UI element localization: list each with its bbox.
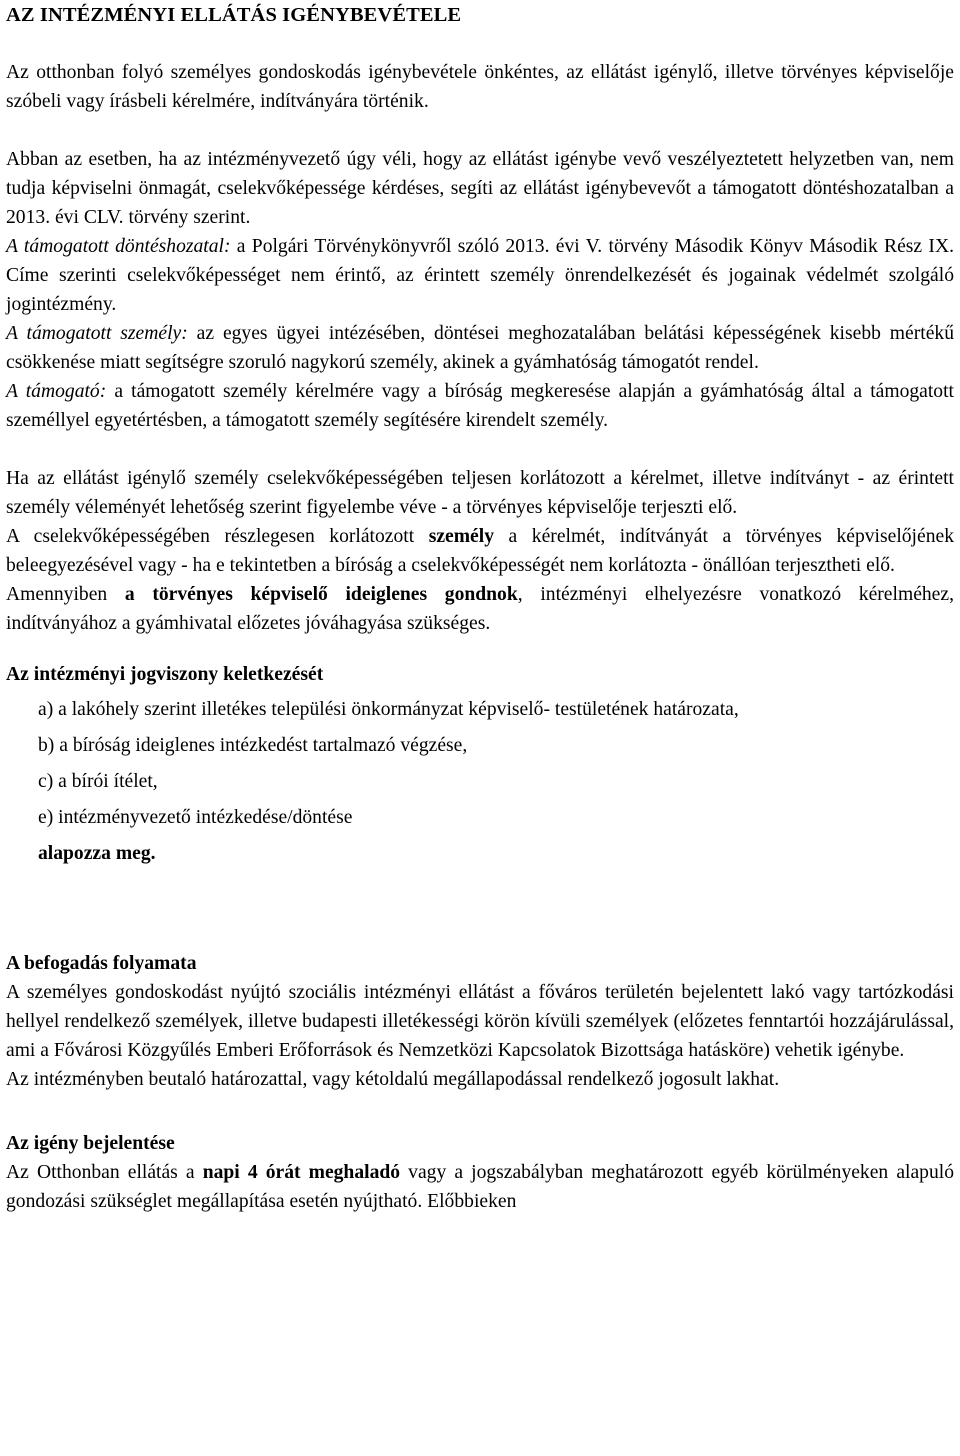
list-item: a) a lakóhely szerint illetékes települési önkormányzat képviselő- testületének határozata, <box>38 699 739 720</box>
spacer <box>6 638 954 660</box>
list-closing: alapozza meg. <box>38 843 156 864</box>
section-heading-befogadas: A befogadás folyamata <box>6 953 197 974</box>
spacer <box>6 872 954 949</box>
list-item: c) a bírói ítélet, <box>38 771 158 792</box>
definition-term: A támogatott döntéshozatal: <box>6 236 231 257</box>
text-run: A cselekvőképességében részlegesen korlátozott <box>6 526 429 547</box>
befogadas-paragraph-2: Az intézményben beutaló határozattal, vagy kétoldalú megállapodással rendelkező jogosult lakhat. <box>6 1069 780 1090</box>
spacer <box>6 116 954 145</box>
definition-supporter <box>6 377 954 435</box>
bold-text: napi 4 órát meghaladó <box>202 1162 401 1183</box>
page-title: AZ INTÉZMÉNYI ELLÁTÁS IGÉNYBEVÉTELE <box>6 4 462 26</box>
list-item: b) a bíróság ideiglenes intézkedést tartalmazó végzése, <box>38 735 468 756</box>
definition-text: az egyes ügyei intézésében, döntései meghozatalában belátási képességének kisebb mértékű csökkenése miatt segítségre szoruló nagykorú személy, akinek a gyámhatóság támogatót rendel. <box>6 323 954 373</box>
igeny-paragraph <box>6 1158 954 1216</box>
section-heading-igeny: Az igény bejelentése <box>6 1133 175 1154</box>
text-run: vagy a jogszabályban meghatározott egyéb körülményeken alapuló gondozási szükséglet megállapítása esetén nyújtható. Előbbieken <box>6 1162 954 1212</box>
bold-text: a törvényes képviselő ideiglenes gondnok <box>124 584 518 605</box>
partially-restricted-paragraph <box>6 522 954 580</box>
text-run: Amennyiben <box>6 584 125 605</box>
text-run: a kérelmét, indítványát a törvényes képviselőjének beleegyezésével vagy - ha e tekintetben a bíróság a cselekvőképességét nem korlátozta - önállóan terjesztheti elő. <box>6 526 954 576</box>
bold-text: személy <box>428 526 494 547</box>
list-item: e) intézményvezető intézkedése/döntése <box>38 807 353 828</box>
spacer <box>6 1094 954 1129</box>
definition-text: a Polgári Törvénykönyvről szóló 2013. évi V. törvény Második Könyv Második Rész IX. Címe szerinti cselekvőképességet nem érintő, az érintett személy önrendelkezését és jogainak védelmét szolgáló jogintézmény. <box>6 236 954 315</box>
decision-support-paragraph: Abban az esetben, ha az intézményvezető úgy véli, hogy az ellátást igénybe vevő veszélyeztetett helyzetben van, nem tudja képviselni önmagát, cselekvőképessége kérdéses, segíti az ellátást igénybevevőt a támogatott döntéshozatalban a 2013. évi CLV. törvény szerint. <box>6 149 954 228</box>
section-heading-jogviszony: Az intézményi jogviszony keletkezését <box>6 664 324 685</box>
definition-term: A támogató: <box>6 381 107 402</box>
text-run: , intézményi elhelyezésre vonatkozó kérelméhez, indítványához a gyámhivatal előzetes jóváhagyása szükséges. <box>6 584 954 634</box>
spacer <box>6 435 954 464</box>
intro-paragraph: Az otthonban folyó személyes gondoskodás igénybevétele önkéntes, az ellátást igénylő, illetve törvényes képviselője szóbeli vagy írásbeli kérelmére, indítványára történik. <box>6 62 954 112</box>
text-run: Az Otthonban ellátás a <box>6 1162 203 1183</box>
guardian-paragraph <box>6 580 954 638</box>
definition-term: A támogatott személy: <box>6 323 188 344</box>
definition-supported-person <box>6 319 954 377</box>
legal-basis-list <box>6 692 954 872</box>
fully-restricted-paragraph: Ha az ellátást igénylő személy cselekvőképességében teljesen korlátozott a kérelmet, illetve indítványt - az érintett személy véleményét lehetőség szerint figyelembe véve - a törvényes képviselője terjeszti elő. <box>6 468 954 518</box>
definition-supported-decision <box>6 232 954 319</box>
befogadas-paragraph-1: A személyes gondoskodást nyújtó szociális intézményi ellátást a főváros területén bejelentett lakó vagy tartózkodási hellyel rendelkező személyek, illetve budapesti illetékességi körön kívüli személyek (előzetes fenntartói hozzájárulással, ami a Fővárosi Közgyűlés Emberi Erőforrások és Nemzetközi Kapcsolatok Bizottsága hatásköre) vehetik igénybe. <box>6 982 954 1061</box>
definition-text: a támogatott személy kérelmére vagy a bíróság megkeresése alapján a gyámhatóság által a támogatott személlyel egyetértésben, a támogatott személy segítésére kirendelt személy. <box>6 381 954 431</box>
spacer <box>6 29 954 58</box>
